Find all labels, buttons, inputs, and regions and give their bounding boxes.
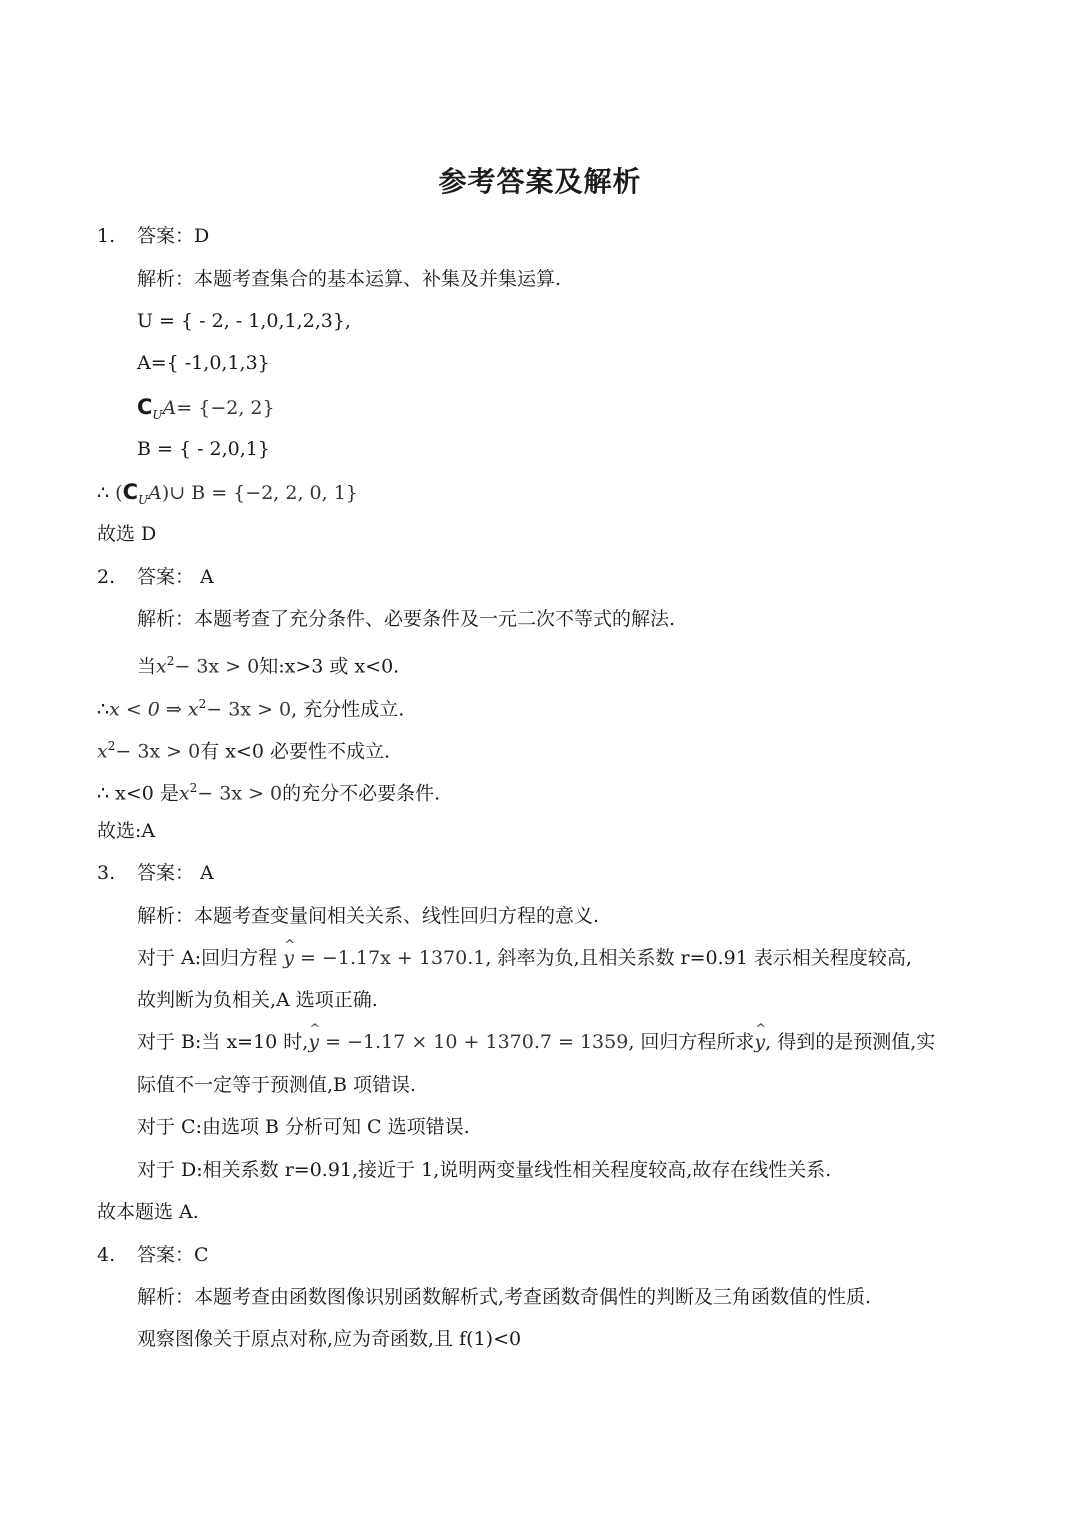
q4-answer: 答案：C	[137, 1244, 209, 1266]
q1-u-set: U = { - 2, - 1,0,1,2,3},	[137, 310, 351, 332]
q2-number: 2.	[97, 566, 116, 588]
page-title: 参考答案及解析	[438, 165, 642, 198]
q3-option-d: 对于 D:相关系数 r=0.91,接近于 1,说明两变量线性相关程度较高,故存在线性关系.	[137, 1159, 832, 1181]
therefore-symbol: ∴	[97, 698, 110, 721]
q1-number: 1.	[97, 225, 116, 247]
q2-analysis: 解析：本题考查了充分条件、必要条件及一元二次不等式的解法.	[137, 608, 676, 630]
q3-option-b-cont: 际值不一定等于预测值,B 项错误.	[137, 1074, 417, 1096]
q2-line4: ∴ x<0 是$x^2- 3x > 0$的充分不必要条件.	[97, 781, 441, 805]
q3-option-a-cont: 故判断为负相关,A 选项正确.	[137, 989, 378, 1011]
q2-conclusion: 故选:A	[97, 820, 156, 842]
complement-symbol: C	[137, 395, 153, 419]
q3-number: 3.	[97, 862, 116, 884]
q3-option-b: 对于 B:当 x=10 时,^ y = −1.17 × 10 + 1370.7 = 1359, 回归方程所求^ y, 得到的是预测值,实	[137, 1027, 935, 1057]
q1-analysis: 解析：本题考查集合的基本运算、补集及并集运算.	[137, 268, 562, 290]
q3-conclusion: 故本题选 A.	[97, 1201, 199, 1223]
q4-analysis: 解析：本题考查由函数图像识别函数解析式,考查函数奇偶性的判断及三角函数值的性质.	[137, 1286, 872, 1308]
therefore-symbol: ∴	[97, 782, 110, 805]
q2-line2: ∴x < 0 ⇒ $x^2- 3x > 0$, 充分性成立.	[97, 697, 405, 721]
q2-answer: 答案： A	[137, 566, 214, 588]
q1-b-set: B = { - 2,0,1}	[137, 438, 270, 460]
q3-answer: 答案： A	[137, 862, 214, 884]
q4-observe: 观察图像关于原点对称,应为奇函数,且 f(1)<0	[137, 1328, 522, 1350]
q3-analysis: 解析：本题考查变量间相关关系、线性回归方程的意义.	[137, 905, 600, 927]
q1-a-set: A={ -1,0,1,3}	[137, 352, 270, 374]
q3-option-c: 对于 C:由选项 B 分析可知 C 选项错误.	[137, 1116, 470, 1138]
q1-conclusion: 故选 D	[97, 523, 157, 545]
therefore-symbol: ∴	[97, 482, 110, 504]
q3-option-a: 对于 A:回归方程 ^ y = −1.17x + 1370.1, 斜率为负,且相关系数 r=0.91 表示相关程度较高,	[137, 943, 912, 973]
q4-number: 4.	[97, 1244, 116, 1266]
q1-union-formula: ∴ $(C_UA)\cup$ B = {−2, 2, 0, 1}	[97, 480, 358, 507]
q1-complement-formula: $C_UA= \{-2$, 2}	[137, 395, 275, 422]
q2-line1: 当$x^2- 3x > 0$知:x>3 或 x<0.	[137, 654, 400, 678]
q1-answer: 答案：D	[137, 225, 210, 247]
q2-line3: $x^2- 3x > 0$有 x<0 必要性不成立.	[97, 739, 391, 763]
